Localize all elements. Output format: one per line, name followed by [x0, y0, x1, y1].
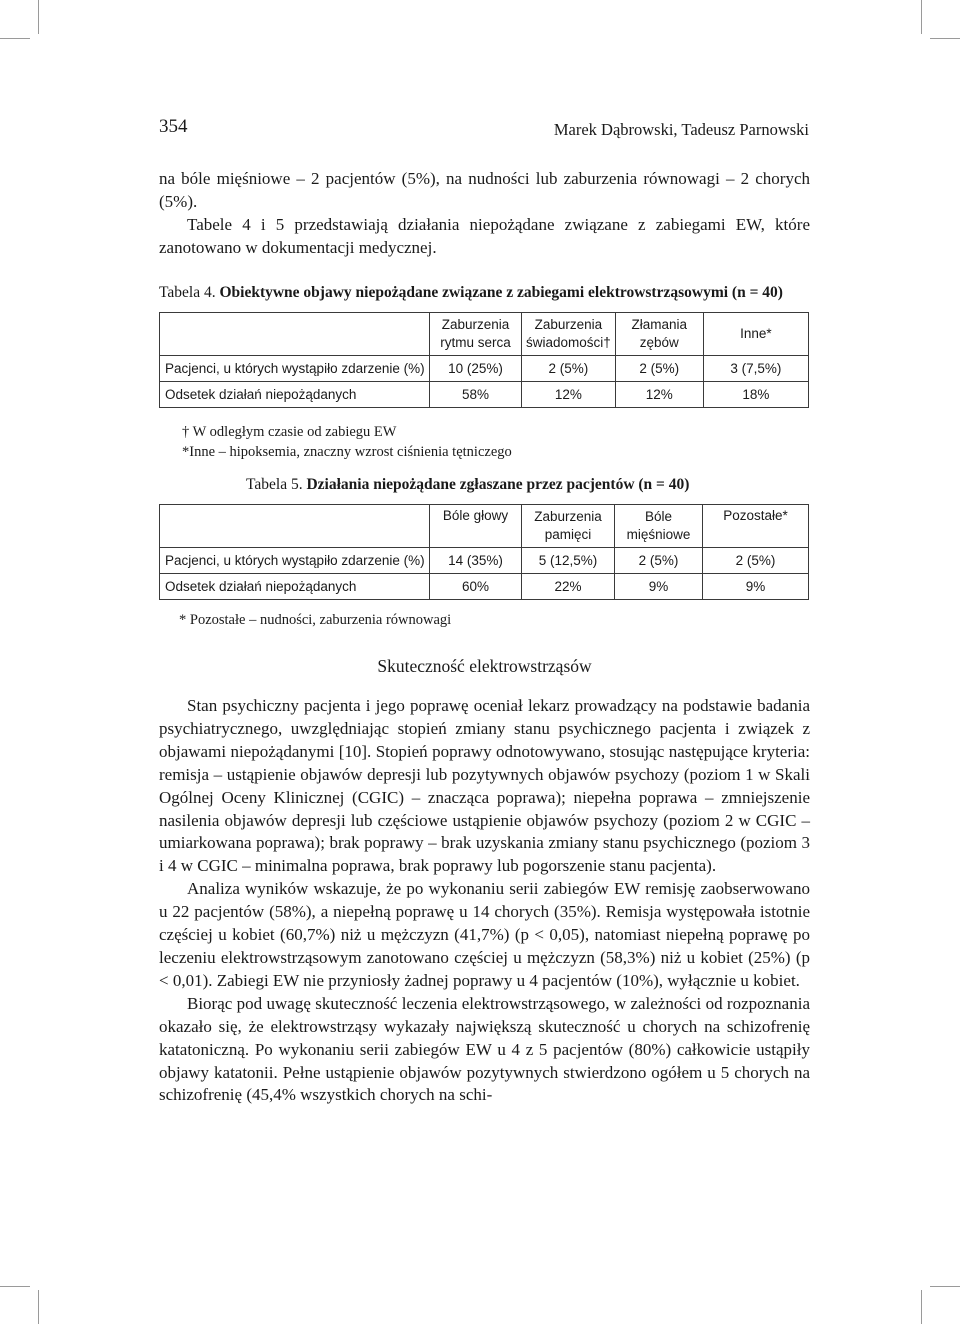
table4-title: Obiektywne objawy niepożądane związane z zabiegami elektrowstrząsowymi (n = 40) [219, 284, 783, 301]
table-cell: 2 (5%) [615, 548, 703, 574]
table5-title: Działania niepożądane zgłaszane przez pacjentów (n = 40) [306, 476, 690, 493]
table-cell: 10 (25%) [430, 356, 522, 382]
row-label: Pacjenci, u których wystąpiło zdarzenie (%) [160, 548, 430, 574]
table-corner-cell [160, 505, 430, 548]
table4-caption [159, 284, 783, 302]
table-cell: 2 (5%) [615, 356, 703, 382]
table-cell: 5 (12,5%) [522, 548, 615, 574]
intro-paragraph: na bóle mięśniowe – 2 pacjentów (5%), na nudności lub zaburzenia równowagi – 2 chorych (5%). [159, 169, 810, 211]
body-paragraph: Analiza wyników wskazuje, że po wykonaniu serii zabiegów EW remisję zaobserwowano u 22 pacjentów (58%), a niepełną poprawę u 14 chorych (35%). Remisja występowała istotnie częściej u kobiet (60,7%) niż u mężczyzn (41,7%) (p < 0,05), natomiast niepełną poprawę po leczeniu elektrowstrząsowym zanotowano częściej u mężczyzn (58,3%) niż u kobiet (25%) (p < 0,01). Zabiegi EW nie przyniosły żadnej poprawy u 4 pacjentów (10%), wyłącznie u kobiet. [159, 879, 810, 990]
table-row [160, 356, 809, 382]
table4-footnote: *Inne – hipoksemia, znaczny wzrost ciśnienia tętniczego [182, 444, 512, 460]
crop-mark [0, 1286, 30, 1287]
section-title: Skuteczność elektrowstrząsów [377, 656, 592, 676]
table4-notes [182, 422, 512, 462]
table5-footnote: * Pozostałe – nudności, zaburzenia równowagi [179, 612, 452, 628]
crop-mark [38, 1290, 39, 1324]
page-header [159, 116, 809, 146]
row-label: Odsetek działań niepożądanych [160, 382, 430, 408]
body-text [159, 695, 810, 1107]
table5-caption [246, 476, 689, 494]
crop-mark [930, 1286, 960, 1287]
intro-text [159, 168, 810, 260]
column-header: Zaburzenia rytmu serca [430, 313, 522, 356]
crop-mark [921, 1290, 922, 1324]
column-header: Inne* [703, 313, 808, 356]
table4-label: Tabela 4. [159, 284, 216, 301]
table4 [159, 312, 809, 408]
table-cell: 9% [615, 574, 703, 600]
crop-mark [930, 38, 960, 39]
row-label: Pacjenci, u których wystąpiło zdarzenie (%) [160, 356, 430, 382]
running-head-authors: Marek Dąbrowski, Tadeusz Parnowski [553, 120, 809, 139]
table-cell: 2 (5%) [522, 356, 616, 382]
column-header: Zaburzenia świadomości† [522, 313, 616, 356]
table-corner-cell [160, 313, 430, 356]
table5-label: Tabela 5. [246, 476, 303, 493]
page-number: 354 [159, 116, 188, 137]
body-paragraph: Biorąc pod uwagę skuteczność leczenia elektrowstrząsowego, w zależności od rozpoznania okazało się, że elektrowstrząsy wykazały największą skuteczność u chorych na schizofrenię katatoniczną. Po wykonaniu serii zabiegów EW u 4 z 5 pacjentów (80%) całkowicie ustąpiły objawy katatonii. Pełne ustąpienie objawów pozytywnych stwierdzono ogółem u 5 chorych na schizofrenię (45,4% wszystkich chorych na schi- [159, 993, 810, 1105]
crop-mark [38, 0, 39, 34]
column-header: Zaburzenia pamięci [522, 505, 615, 548]
table-cell: 22% [522, 574, 615, 600]
table-cell: 18% [703, 382, 808, 408]
table-row [160, 382, 809, 408]
column-header: Pozostałe* [703, 505, 809, 548]
table-cell: 58% [430, 382, 522, 408]
crop-mark [0, 38, 30, 39]
column-header: Bóle głowy [430, 505, 522, 548]
crop-mark [921, 0, 922, 34]
table-cell: 12% [522, 382, 616, 408]
column-header: Złamania zębów [615, 313, 703, 356]
table-cell: 12% [615, 382, 703, 408]
table-cell: 2 (5%) [703, 548, 809, 574]
table-header-row [160, 313, 809, 356]
row-label: Odsetek działań niepożądanych [160, 574, 430, 600]
column-header: Bóle mięśniowe [615, 505, 703, 548]
table-cell: 60% [430, 574, 522, 600]
table4-footnote: † W odległym czasie od zabiegu EW [182, 424, 397, 440]
table-row [160, 574, 809, 600]
table5 [159, 504, 809, 600]
body-paragraph: Stan psychiczny pacjenta i jego poprawę oceniał lekarz prowadzący na podstawie badania psychiatrycznego, uwzględniając stopień zmiany stanu psychicznego pacjenta i związek z objawami niepożądanymi [10]. Stopień poprawy odnotowywano, stosując następujące kryteria: remisja – ustąpienie objawów depresji lub pozytywnych objawów psychozy (poziom 1 w Skali Ogólnej Oceny Klinicznej (CGIC) – znacząca poprawa); niepełna poprawa – zmniejszenie nasilenia objawów depresji lub częściowe ustąpienie objawów psychozy (poziom 2 w CGIC – umiarkowana poprawa); brak poprawy – brak uzyskania zmiany stanu psychicznego (poziom 3 i 4 w CGIC – minimalna poprawa, brak poprawy lub pogorszenie stanu pacjenta). [159, 696, 810, 876]
table-cell: 3 (7,5%) [703, 356, 808, 382]
table-cell: 14 (35%) [430, 548, 522, 574]
table-row [160, 548, 809, 574]
intro-paragraph: Tabele 4 i 5 przedstawiają działania niepożądane związane z zabiegami EW, które zanotowano w dokumentacji medycznej. [159, 214, 810, 257]
table-cell: 9% [703, 574, 809, 600]
table-header-row [160, 505, 809, 548]
